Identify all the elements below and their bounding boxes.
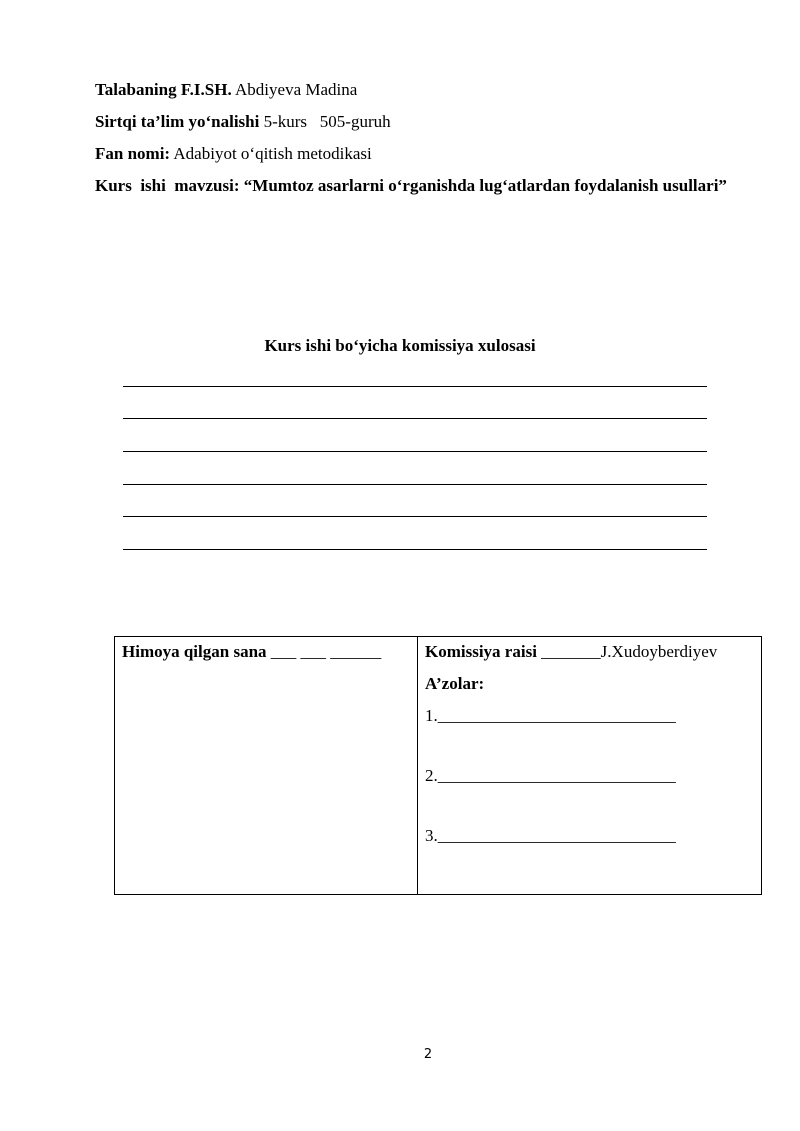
student-name-label: Talabaning F.I.SH. [95,80,232,99]
student-name-value: Abdiyeva Madina [235,80,358,99]
subject-row [95,138,735,170]
conclusion-line[interactable] [123,516,707,517]
page-number: 2 [423,1047,433,1062]
conclusion-line[interactable] [123,451,707,452]
topic-row [95,170,735,202]
member-signature-line[interactable]: 3.____________________________ [425,826,676,845]
subject-label: Fan nomi: [95,144,171,163]
topic-value: “Mumtoz asarlarni o‘rganishda lug‘atlardan foydalanish usullari” [243,176,727,195]
signature-table [114,636,762,895]
defense-date-cell [115,637,418,895]
commission-cell [418,637,762,895]
commission-chair-name: J.Xudoyberdiyev [600,642,718,661]
member-signature-line[interactable]: 1.____________________________ [425,706,676,725]
study-row [95,106,735,138]
study-label: Sirtqi ta’lim yo‘nalishi [95,112,260,131]
commission-chair-row [425,639,754,665]
student-name-row [95,74,735,106]
student-info [95,74,735,202]
conclusion-title: Kurs ishi bo‘yicha komissiya xulosasi [264,336,536,355]
members-label: A’zolar: [425,674,485,693]
conclusion-line[interactable] [123,484,707,485]
member-signature-line[interactable]: 2.____________________________ [425,766,676,785]
conclusion-line[interactable] [123,418,707,419]
conclusion-line[interactable] [123,549,707,550]
defense-date-blanks[interactable]: ___ ___ ______ [270,642,382,661]
commission-chair-blank[interactable]: _______ [541,642,601,661]
conclusion-line[interactable] [123,386,707,387]
defense-date-label: Himoya qilgan sana [122,642,267,661]
commission-chair-label: Komissiya raisi [425,642,537,661]
study-value: 5-kurs 505-guruh [263,112,391,131]
topic-label: Kurs ishi mavzusi: [95,176,240,195]
subject-value: Adabiyot o‘qitish metodikasi [173,144,372,163]
